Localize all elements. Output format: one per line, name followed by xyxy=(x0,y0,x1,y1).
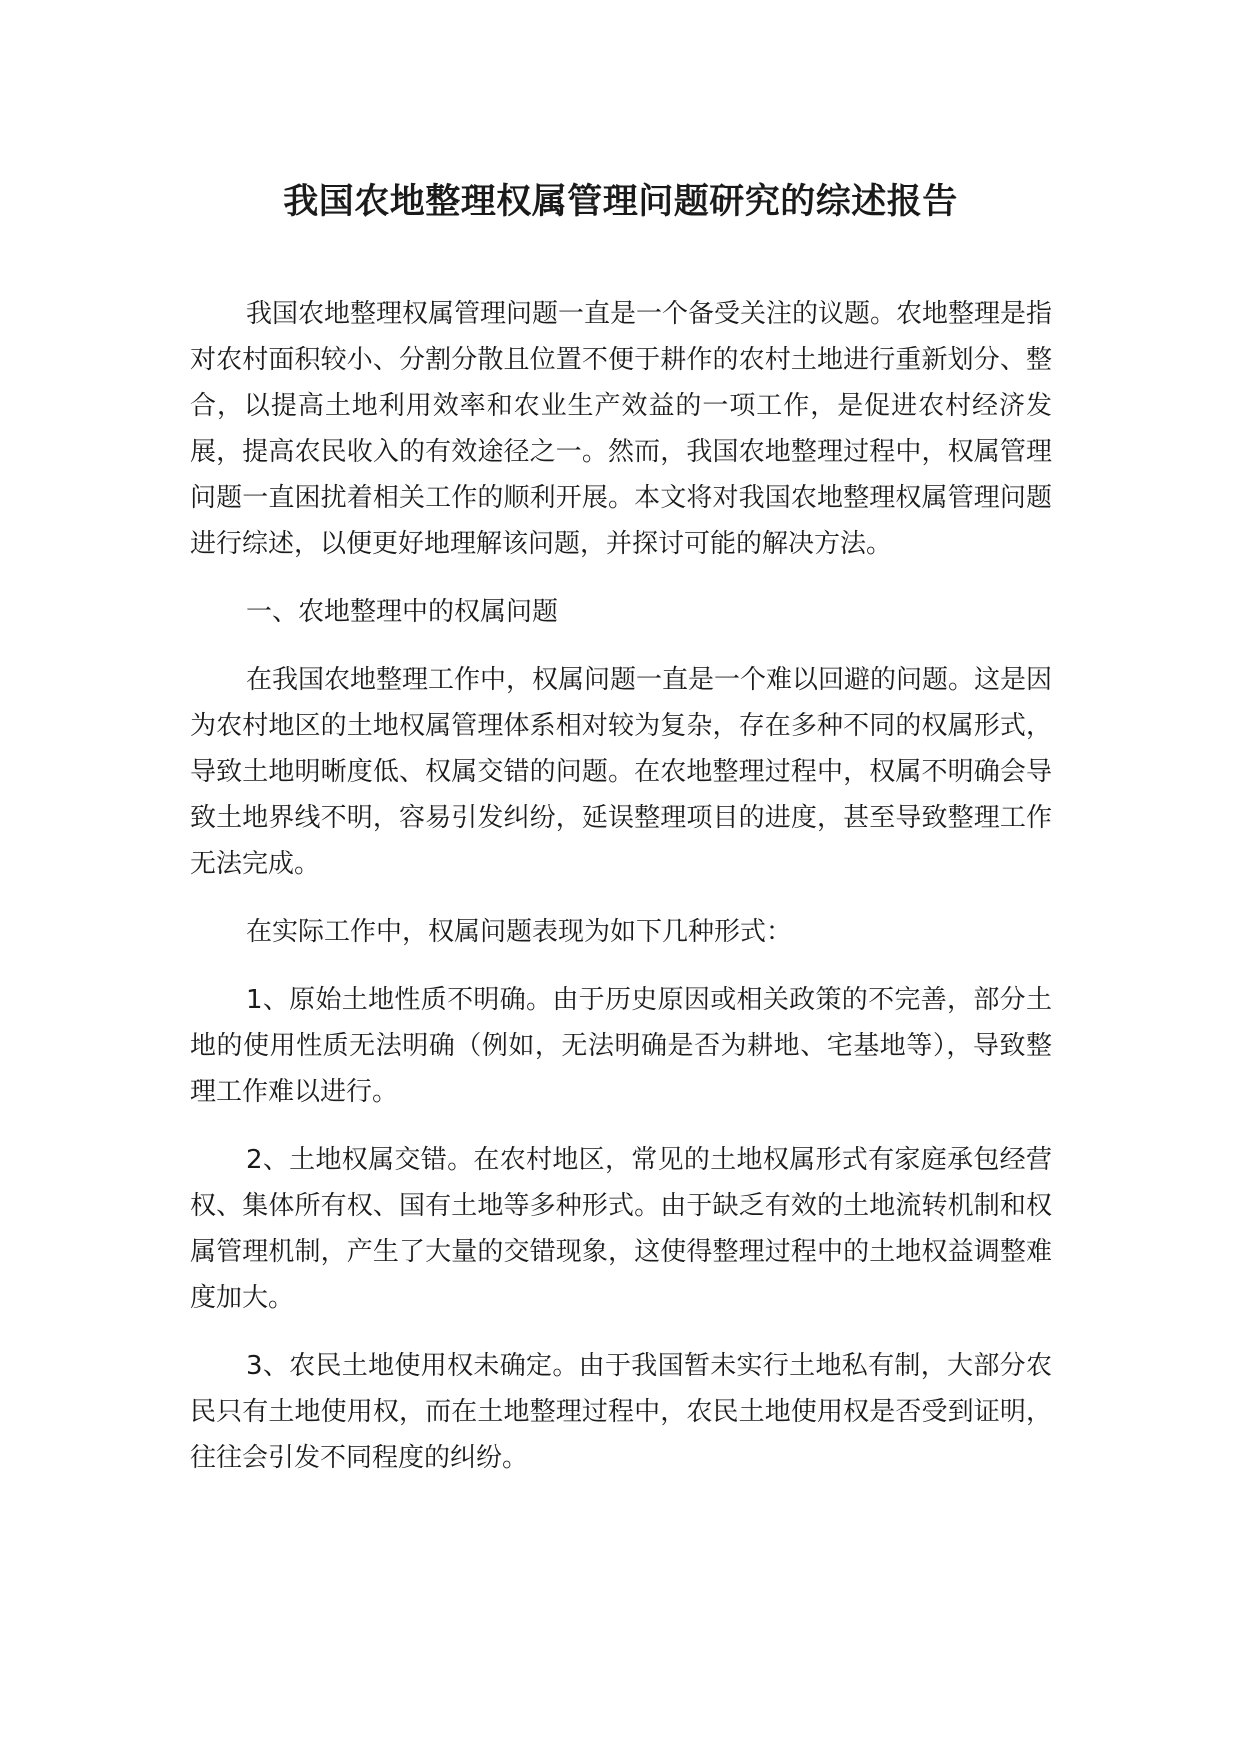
paragraph-intro: 我国农地整理权属管理问题一直是一个备受关注的议题。农地整理是指对农村面积较小、分割分散且位置不便于耕作的农村土地进行重新划分、整合，以提高土地利用效率和农业生产效益的一项工作，是促进农村经济发展，提高农民收入的有效途径之一。然而，我国农地整理过程中，权属管理问题一直困扰着相关工作的顺利开展。本文将对我国农地整理权属管理问题进行综述，以便更好地理解该问题，并探讨可能的解决方法。 xyxy=(190,299,1053,559)
paragraph-section-1: 在我国农地整理工作中，权属问题一直是一个难以回避的问题。这是因为农村地区的土地权属管理体系相对较为复杂，存在多种不同的权属形式，导致土地明晰度低、权属交错的问题。在农地整理过程中，权属不明确会导致土地界线不明，容易引发纠纷，延误整理项目的进度，甚至导致整理工作无法完成。 xyxy=(190,665,1053,879)
document-body xyxy=(190,291,1052,1481)
document-title: 我国农地整理权属管理问题研究的综述报告 xyxy=(283,182,958,222)
list-item-3: 3、农民土地使用权未确定。由于我国暂未实行土地私有制，大部分农民只有土地使用权，而在土地整理过程中，农民土地使用权是否受到证明，往往会引发不同程度的纠纷。 xyxy=(190,1351,1052,1473)
section-heading-1: 一、农地整理中的权属问题 xyxy=(246,597,559,627)
list-item-1: 1、原始土地性质不明确。由于历史原因或相关政策的不完善，部分土地的使用性质无法明确（例如，无法明确是否为耕地、宅基地等），导致整理工作难以进行。 xyxy=(190,985,1052,1107)
paragraph-forms-intro: 在实际工作中，权属问题表现为如下几种形式： xyxy=(246,917,793,947)
list-item-2: 2、土地权属交错。在农村地区，常见的土地权属形式有家庭承包经营权、集体所有权、国有土地等多种形式。由于缺乏有效的土地流转机制和权属管理机制，产生了大量的交错现象，这使得整理过程中的土地权益调整难度加大。 xyxy=(190,1145,1052,1313)
